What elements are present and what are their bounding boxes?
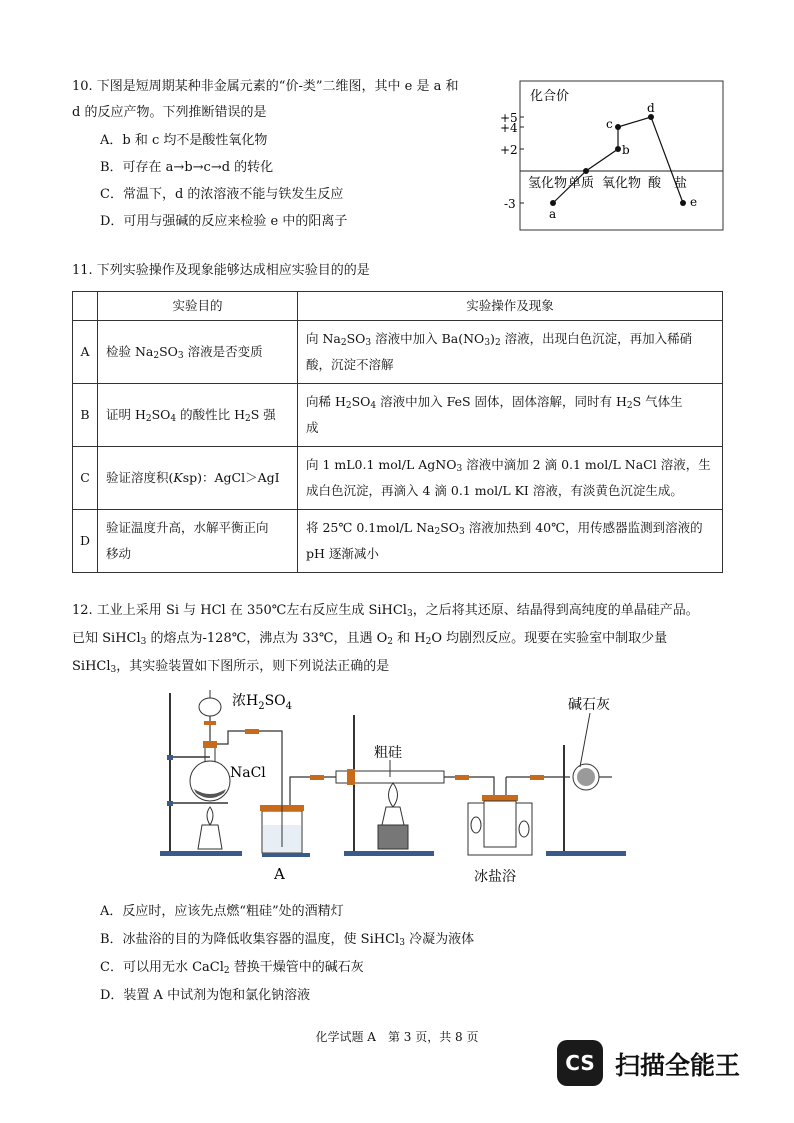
chart-ytick-4: +4: [500, 121, 518, 135]
stand-base-left: [160, 851, 242, 856]
row-goal: 验证温度升高，水解平衡正向 移动: [98, 510, 298, 573]
row-label: A: [73, 321, 98, 384]
chart-point-e: [680, 200, 686, 206]
q12-option-a: A．反应时，应该先点燃“粗硅”处的酒精灯: [100, 904, 344, 919]
label-crude-silicon: 粗硅: [374, 745, 402, 761]
collector-stopper: [482, 795, 518, 801]
tube-connector: [245, 729, 259, 734]
chart-label-c: c: [606, 117, 613, 131]
label-nacl: NaCl: [230, 765, 266, 781]
apparatus-diagram: [150, 685, 640, 890]
row-label: D: [73, 510, 98, 573]
chart-ytick-2: +2: [500, 143, 518, 157]
row-goal: 证明 $H_2SO_4$ 的酸性比 $H_2S$ 强: [98, 384, 298, 447]
row-operation: 向稀 $H_2SO_4$ 溶液中加入 FeS 固体，固体溶解，同时有 $H_2S$ 气体生 成: [298, 384, 723, 447]
table-row: [73, 321, 723, 384]
q11-stem: 11. 下列实验操作及现象能够达成相应实验目的的是: [72, 263, 370, 278]
flame-left: [207, 807, 213, 825]
collector-flask: [484, 801, 516, 847]
separatory-funnel: [199, 698, 221, 716]
row-label: B: [73, 384, 98, 447]
chart-ytick-neg3: -3: [504, 197, 516, 211]
label-bottle-a: A: [274, 865, 285, 883]
table-header-row: [73, 292, 723, 321]
table-header-operation: 实验操作及现象: [298, 292, 723, 321]
q10-option-a: A．b 和 c 均不是酸性氧化物: [100, 133, 268, 148]
outlet-tube: [290, 777, 336, 805]
chart-point-b: [615, 146, 621, 152]
tube-connector: [530, 775, 544, 780]
alcohol-lamp-middle: [382, 807, 404, 825]
table-row: [73, 447, 723, 510]
clamp-knob: [167, 755, 173, 760]
table-row: [73, 510, 723, 573]
valence-class-chart: [500, 80, 724, 232]
chart-cat-hydride: 氢化物: [528, 176, 568, 191]
q12-stem-line1: 12. 工业上采用 Si 与 HCl 在 350℃左右反应生成 SiHCl$_3$，之后将其还原、结晶得到高纯度的单晶硅产品。: [72, 603, 699, 619]
page-footer: 化学试题 A 第 3 页，共 8 页: [315, 1030, 479, 1044]
q12-option-b: B．冰盐浴的目的为降低收集容器的温度，使 SiHCl$_3$ 冷凝为液体: [100, 932, 475, 948]
soda-lime: [577, 768, 595, 786]
q10-option-c: C．常温下，d 的浓溶液不能与铁发生反应: [100, 187, 344, 202]
chart-label-e: e: [690, 195, 698, 209]
tube-clamp: [347, 769, 355, 785]
q10-stem-line2: d 的反应产物。下列推断错误的是: [72, 105, 267, 120]
chart-cat-element: 单质: [568, 176, 595, 191]
row-operation: 将 25℃ 0.1mol/L $Na_2SO_3$ 溶液加热到 40℃，用传感器监测到溶液的 pH 逐渐减小: [298, 510, 723, 573]
row-label: C: [73, 447, 98, 510]
chart-label-b: b: [622, 143, 630, 157]
label-ice-salt-bath: 冰盐浴: [474, 869, 516, 885]
row-operation: 向 1 mL0.1 mol/L AgNO$_3$ 溶液中滴加 2 滴 0.1 mol/L NaCl 溶液，生 成白色沉淀，再滴入 4 滴 0.1 mol/L KI 溶液，有淡黄色沉淀生成。: [298, 447, 723, 510]
chart-cat-acid: 酸: [648, 176, 662, 191]
chart-label-d: d: [647, 101, 655, 115]
table-header-blank: [73, 292, 98, 321]
heating-block: [378, 825, 408, 849]
row-goal: 验证溶度积(Ksp)：AgCl＞AgI: [98, 447, 298, 510]
clamp-knob: [167, 801, 173, 806]
q10-option-b: B．可存在 a→b→c→d 的转化: [100, 160, 274, 175]
table-row: [73, 384, 723, 447]
camscanner-text: 扫描全能王: [615, 1051, 741, 1080]
tube-connector: [455, 775, 469, 780]
q12-option-c: C．可以用无水 CaCl$_2$ 替换干燥管中的碱石灰: [100, 960, 364, 976]
chart-ytick-5: +5: [500, 111, 518, 125]
q12-stem-line2: 已知 SiHCl$_3$ 的熔点为-128℃，沸点为 33℃，且遇 $O_2$ 和 $H_2O$ 均剧烈反应。现要在实验室中制取少量: [72, 631, 668, 647]
chart-point-c: [615, 124, 621, 130]
flask-stopper: [203, 741, 217, 748]
q12-stem-line3: SiHCl$_3$，其实验装置如下图所示，则下列说法正确的是: [72, 659, 390, 675]
q12-option-d: D．装置 A 中试剂为饱和氯化钠溶液: [100, 988, 311, 1003]
row-operation: 向 $Na_2SO_3$ 溶液中加入 $Ba(NO_3)_2$ 溶液，出现白色沉淀，再加入稀硝 酸，沉淀不溶解: [298, 321, 723, 384]
q10-option-d: D．可用与强碱的反应来检验 e 中的阳离子: [100, 214, 348, 229]
experiment-table: [72, 291, 723, 573]
row-goal: 检验 $Na_2SO_3$ 溶液是否变质: [98, 321, 298, 384]
chart-label-a: a: [549, 207, 557, 221]
table-header-goal: 实验目的: [98, 292, 298, 321]
tube-connector: [310, 775, 324, 780]
camscanner-logo: CS: [557, 1040, 603, 1086]
chart-cat-oxide: 氧化物: [602, 176, 642, 191]
stand-base-right: [546, 851, 626, 856]
chart-cat-salt: 盐: [674, 176, 688, 191]
funnel-stopcock: [204, 721, 216, 725]
chart-ylabel: 化合价: [530, 89, 570, 104]
stand-base-middle: [344, 851, 434, 856]
label-conc-sulfuric-acid: 浓$H_2SO_4$: [232, 693, 293, 712]
q10-stem-line1: 10. 下图是短周期某种非金属元素的“价-类”二维图，其中 e 是 a 和: [72, 79, 459, 94]
chart-point-element: [583, 168, 589, 174]
flame-middle: [389, 783, 398, 807]
alcohol-lamp-left: [198, 825, 222, 849]
soda-lime-pointer: [580, 713, 590, 767]
label-soda-lime: 碱石灰: [568, 697, 610, 713]
bottle-base: [262, 853, 310, 857]
chart-point-a: [550, 200, 556, 206]
